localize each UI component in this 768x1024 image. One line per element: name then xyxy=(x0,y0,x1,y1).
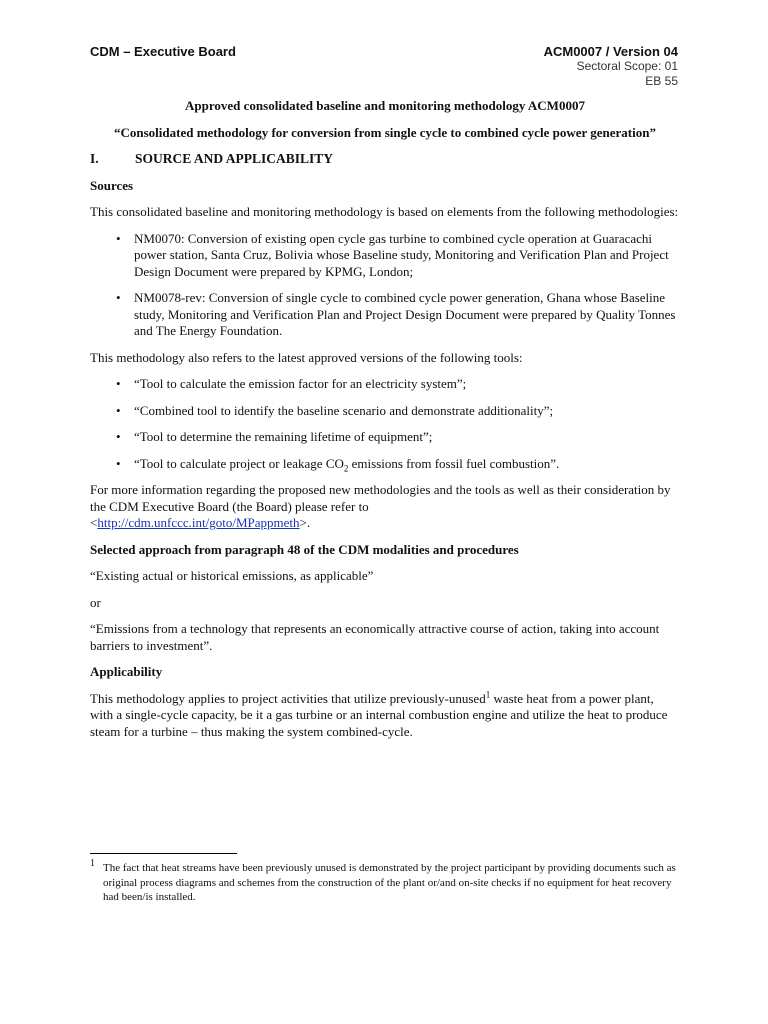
document-subtitle: “Consolidated methodology for conversion from single cycle to combined cycle power generation” xyxy=(114,124,656,140)
applicability-text xyxy=(90,691,680,741)
bullet-icon: • xyxy=(116,290,121,305)
applicability-text-post: waste heat from a power plant, with a single-cycle capacity, be it a gas turbine or an internal combustion engine and utilize the heat to produce steam for a turbine – thus making the system combined-cycle. xyxy=(90,690,668,739)
sources-intro: This consolidated baseline and monitoring methodology is based on elements from the following methodologies: xyxy=(90,204,679,219)
main-content xyxy=(90,98,680,750)
list-item-text: NM0070: Conversion of existing open cycle gas turbine to combined cycle operation at Guaracachi power station, Santa Cruz, Bolivia whose Baseline study, Monitoring and Verification Plan and Project Design Document were prepared by KPMG, London; xyxy=(134,230,669,279)
applicability-text-pre: This methodology applies to project activities that utilize previously-unused xyxy=(90,690,486,706)
tools-intro: This methodology also refers to the latest approved versions of the following tools: xyxy=(90,349,523,365)
link-close: >. xyxy=(299,515,311,530)
section-heading xyxy=(90,151,680,168)
list-item-text: “Tool to calculate the emission factor for an electricity system”; xyxy=(134,376,467,391)
list-item-text: NM0078-rev: Conversion of single cycle to combined cycle power generation, Ghana whose Baseline study, Monitoring and Verification Plan and Project Design Document were prepared by Quality Tonnes and The Energy Foundation. xyxy=(134,290,676,338)
bullet-icon: • xyxy=(116,455,121,471)
list-item-text: “Combined tool to identify the baseline scenario and demonstrate additionality”; xyxy=(134,402,554,418)
header-eb: EB 55 xyxy=(645,74,678,88)
approach-option-2: “Emissions from a technology that represents an economically attractive course of action, taking into account barriers to investment”. xyxy=(90,621,660,653)
sources-heading: Sources xyxy=(90,177,134,193)
list-item xyxy=(90,429,680,446)
list-item-text xyxy=(134,456,680,473)
list-item xyxy=(90,403,680,420)
bullet-icon: • xyxy=(116,230,121,246)
footnote-divider xyxy=(90,853,237,854)
tool4-text-pre: “Tool to calculate project or leakage CO xyxy=(134,455,344,471)
approach-or: or xyxy=(90,594,101,610)
list-item xyxy=(90,231,680,281)
link-open: < xyxy=(90,515,98,530)
list-item-text: “Tool to determine the remaining lifetime of equipment”; xyxy=(134,429,433,444)
footnote xyxy=(90,858,690,905)
more-info-text: For more information regarding the proposed new methodologies and the tools as well as their consideration by the CDM Executive Board (the Board) please refer to xyxy=(90,482,671,514)
more-info-paragraph xyxy=(90,482,680,532)
section-title: SOURCE AND APPLICABILITY xyxy=(135,151,334,166)
list-item xyxy=(90,456,680,473)
methodology-link[interactable]: http://cdm.unfccc.int/goto/MPappmeth xyxy=(97,515,300,530)
approach-heading: Selected approach from paragraph 48 of the CDM modalities and procedures xyxy=(90,541,519,557)
bullet-icon: • xyxy=(116,402,121,418)
bullet-icon: • xyxy=(116,429,121,444)
bullet-icon: • xyxy=(116,376,121,391)
header-right xyxy=(544,44,678,89)
header-version: ACM0007 / Version 04 xyxy=(543,44,678,59)
applicability-heading: Applicability xyxy=(90,664,163,679)
footnote-text: The fact that heat streams have been previously unused is demonstrated by the project participant by providing documents such as original process diagrams and schemes from the construction of the plant or/and on-site checks if no equipment for heat recovery had been/is installed. xyxy=(103,862,676,903)
header-left: CDM – Executive Board xyxy=(90,44,236,59)
section-number: I. xyxy=(90,151,99,166)
footnote-number: 1 xyxy=(90,858,95,869)
document-title: Approved consolidated baseline and monitoring methodology ACM0007 xyxy=(185,98,585,113)
approach-option-1: “Existing actual or historical emissions, as applicable” xyxy=(90,568,374,583)
tool4-text-post: emissions from fossil fuel combustion”. xyxy=(348,455,560,471)
list-item xyxy=(90,376,680,393)
list-item xyxy=(90,290,680,340)
footnote-ref[interactable]: 1 xyxy=(485,689,491,700)
tools-list xyxy=(90,376,680,472)
co2-subscript: 2 xyxy=(343,463,349,474)
header-scope: Sectoral Scope: 01 xyxy=(576,59,678,73)
methodology-list xyxy=(90,231,680,340)
